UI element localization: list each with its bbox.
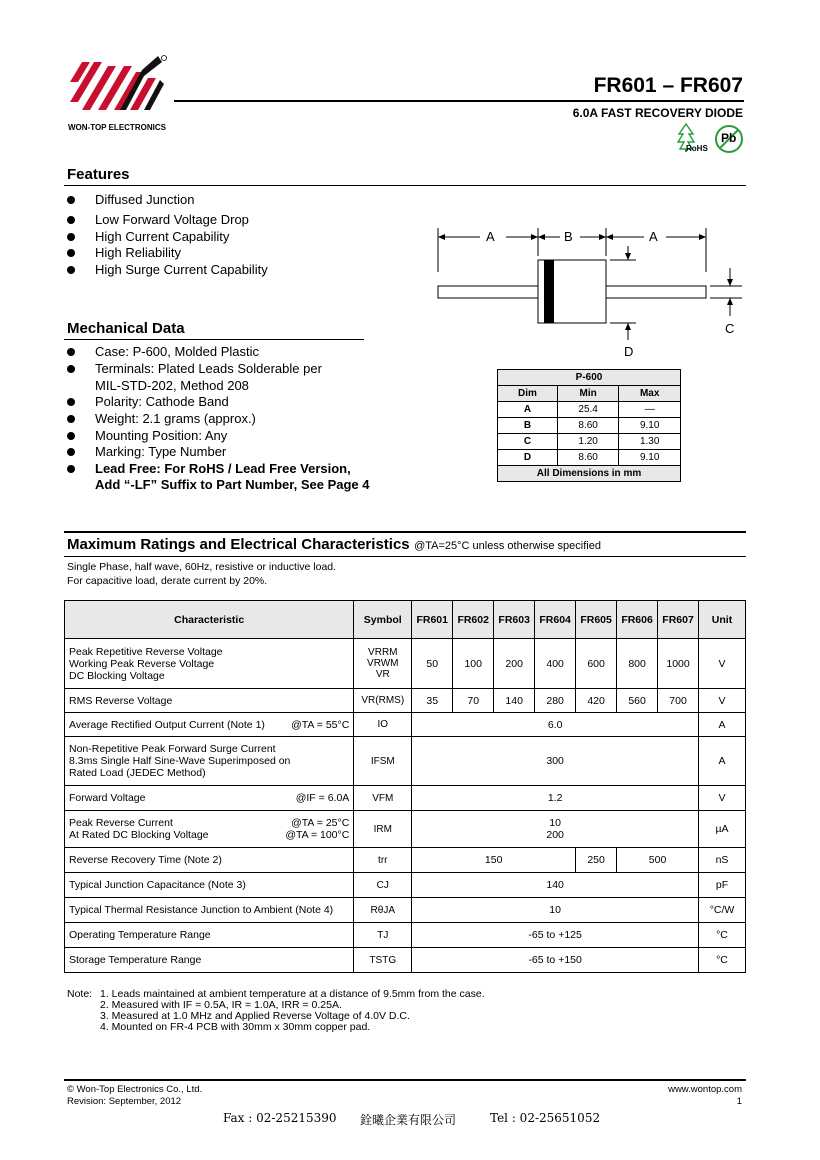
char-cell: Peak Reverse Current @TA = 25°C At Rated DC Blocking Voltage @TA = 100°C [65, 811, 354, 848]
unit-cell: V [699, 639, 746, 689]
dim-cell: 25.4 [557, 402, 619, 418]
value-cell: 200 [494, 639, 535, 689]
page-title: FR601 – FR607 [593, 74, 743, 97]
value-cell: 280 [535, 689, 576, 713]
mechanical-rule [64, 339, 364, 340]
page-subtitle: 6.0A FAST RECOVERY DIODE [572, 106, 743, 120]
footer-rule [64, 1079, 746, 1081]
unit-cell: A [699, 713, 746, 737]
symbol-cell: TJ [354, 923, 412, 948]
value-cell: 1.2 [412, 786, 699, 811]
value-cell: 6.0 [412, 713, 699, 737]
value-cell: 300 [412, 737, 699, 786]
note-item: 2. Measured with IF = 0.5A, IR = 1.0A, IRR = 0.25A. [100, 999, 342, 1011]
value-cell: 100 [453, 639, 494, 689]
value-cell: 800 [617, 639, 658, 689]
symbol-cell: RθJA [354, 898, 412, 923]
dim-label-a2: A [649, 229, 658, 244]
unit-cell: A [699, 737, 746, 786]
value-cell: 35 [412, 689, 453, 713]
dim-cell: 1.20 [557, 434, 619, 450]
char-cell: Typical Thermal Resistance Junction to Ambient (Note 4) [65, 898, 354, 923]
char-cell: Peak Repetitive Reverse Voltage Working Peak Reverse Voltage DC Blocking Voltage [65, 639, 354, 689]
footer-fax: Fax : 02-25215390 [223, 1111, 337, 1125]
dim-cell: — [619, 402, 681, 418]
symbol-cell: IO [354, 713, 412, 737]
char-cell: Non-Repetitive Peak Forward Surge Current 8.3ms Single Half Sine-Wave Superimposed on Rated Load (JEDEC Method) [65, 737, 354, 786]
pb-label: Pb [721, 131, 737, 145]
value-cell: 420 [576, 689, 617, 713]
ratings-table [64, 600, 746, 973]
char-cell: RMS Reverse Voltage [65, 689, 354, 713]
dim-label-b: B [564, 229, 573, 244]
char-cell: Storage Temperature Range [65, 948, 354, 973]
char-cell: Operating Temperature Range [65, 923, 354, 948]
dim-cell: C [498, 434, 558, 450]
dim-header: Max [619, 386, 681, 402]
value-cell: -65 to +150 [412, 948, 699, 973]
symbol-cell: VFM [354, 786, 412, 811]
value-cell: 10 200 [412, 811, 699, 848]
value-cell: 250 [576, 848, 617, 873]
col-header: FR607 [658, 601, 699, 639]
value-cell: 10 [412, 898, 699, 923]
dim-header: Dim [498, 386, 558, 402]
col-header: FR601 [412, 601, 453, 639]
ratings-top-rule [64, 531, 746, 533]
unit-cell: °C [699, 923, 746, 948]
note-item: 1. Leads maintained at ambient temperature at a distance of 9.5mm from the case. [100, 988, 485, 1000]
company-name: WON-TOP ELECTRONICS [68, 123, 166, 132]
ratings-note-1: Single Phase, half wave, 60Hz, resistive or inductive load. [67, 561, 337, 573]
dim-cell: A [498, 402, 558, 418]
col-header: Symbol [354, 601, 412, 639]
dim-label-c: C [725, 321, 735, 336]
symbol-cell: VR(RMS) [354, 689, 412, 713]
col-header: FR606 [617, 601, 658, 639]
dim-cell: B [498, 418, 558, 434]
package-diagram [430, 222, 750, 362]
footer-copyright: © Won-Top Electronics Co., Ltd. [67, 1084, 203, 1095]
char-cell: Reverse Recovery Time (Note 2) [65, 848, 354, 873]
footer-website[interactable]: www.wontop.com [668, 1084, 742, 1095]
dim-cell: 9.10 [619, 450, 681, 466]
col-header: Unit [699, 601, 746, 639]
value-cell: 50 [412, 639, 453, 689]
ratings-note-2: For capacitive load, derate current by 20%. [67, 575, 268, 587]
footer-tel: Tel : 02-25651052 [490, 1111, 601, 1125]
col-header: FR605 [576, 601, 617, 639]
page-number: 1 [736, 1096, 742, 1107]
value-cell: 400 [535, 639, 576, 689]
ratings-heading-row [67, 536, 601, 554]
unit-cell: nS [699, 848, 746, 873]
unit-cell: °C [699, 948, 746, 973]
value-cell: 700 [658, 689, 699, 713]
features-rule [64, 185, 746, 186]
unit-cell: µA [699, 811, 746, 848]
char-cell: Typical Junction Capacitance (Note 3) [65, 873, 354, 898]
unit-cell: pF [699, 873, 746, 898]
note-item: 3. Measured at 1.0 MHz and Applied Reverse Voltage of 4.0V D.C. [100, 1010, 410, 1022]
dim-cell: D [498, 450, 558, 466]
value-cell: 70 [453, 689, 494, 713]
header-rule [174, 100, 744, 102]
dim-cell: 8.60 [557, 450, 619, 466]
col-header: FR604 [535, 601, 576, 639]
dim-header: Min [557, 386, 619, 402]
symbol-cell: IRM [354, 811, 412, 848]
char-cell: Average Rectified Output Current (Note 1) @TA = 55°C [65, 713, 354, 737]
dim-cell: 1.30 [619, 434, 681, 450]
unit-cell: V [699, 786, 746, 811]
value-cell: 1000 [658, 639, 699, 689]
value-cell: 500 [617, 848, 699, 873]
symbol-cell: CJ [354, 873, 412, 898]
value-cell: 560 [617, 689, 658, 713]
dim-table-title: P-600 [498, 370, 681, 386]
dim-cell: 9.10 [619, 418, 681, 434]
dim-table-footer: All Dimensions in mm [498, 466, 681, 482]
ratings-condition: @TA=25°C unless otherwise specified [414, 540, 601, 552]
col-header: Characteristic [65, 601, 354, 639]
symbol-cell: IFSM [354, 737, 412, 786]
unit-cell: V [699, 689, 746, 713]
unit-cell: °C/W [699, 898, 746, 923]
footer-company-cn: 銓曦企業有限公司 [360, 1113, 457, 1127]
dimensions-table [497, 369, 681, 482]
rohs-label: RoHS [686, 144, 708, 153]
char-cell: Forward Voltage @IF = 6.0A [65, 786, 354, 811]
ratings-rule [64, 556, 746, 557]
mechanical-heading: Mechanical Data [67, 320, 185, 337]
value-cell: 150 [412, 848, 576, 873]
dim-label-d: D [624, 344, 634, 359]
col-header: FR602 [453, 601, 494, 639]
symbol-cell: trr [354, 848, 412, 873]
dim-cell: 8.60 [557, 418, 619, 434]
value-cell: 140 [412, 873, 699, 898]
company-logo [68, 52, 168, 122]
footer-revision: Revision: September, 2012 [67, 1096, 182, 1107]
value-cell: 140 [494, 689, 535, 713]
value-cell: 600 [576, 639, 617, 689]
value-cell: -65 to +125 [412, 923, 699, 948]
features-heading: Features [67, 166, 130, 183]
dim-label-a1: A [486, 229, 495, 244]
symbol-cell: VRRM VRWM VR [354, 639, 412, 689]
col-header: FR603 [494, 601, 535, 639]
notes-label: Note: [67, 988, 93, 1000]
ratings-heading: Maximum Ratings and Electrical Characteristics [67, 536, 410, 553]
note-item: 4. Mounted on FR-4 PCB with 30mm x 30mm copper pad. [100, 1021, 371, 1033]
symbol-cell: TSTG [354, 948, 412, 973]
